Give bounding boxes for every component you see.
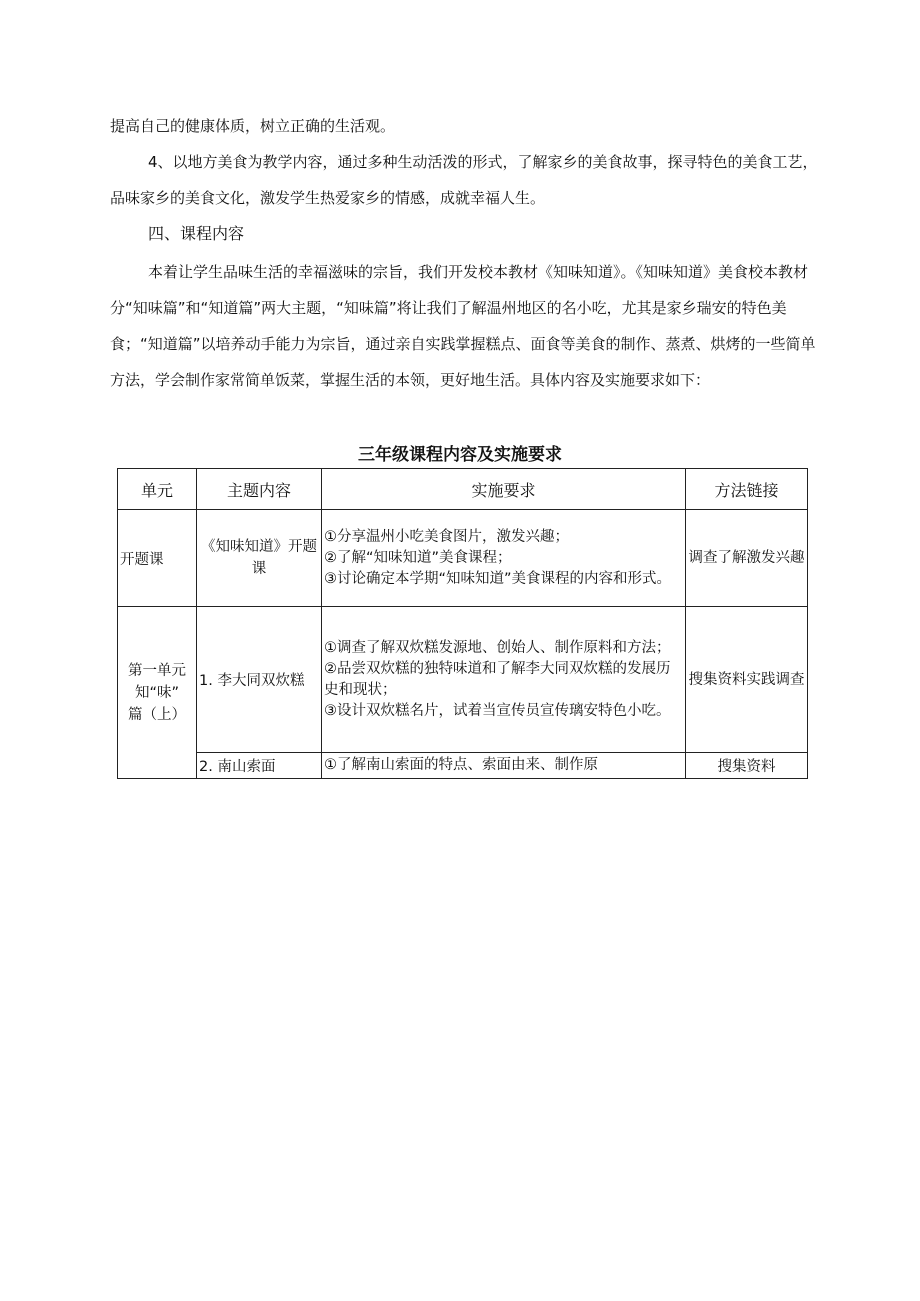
requirement-item: ①调查了解双炊糕发源地、创始人、制作原料和方法； [324, 639, 671, 656]
unit-line: 知“味” [134, 684, 180, 701]
table-row [118, 753, 808, 779]
table-row [118, 510, 808, 607]
table-header-row [118, 469, 808, 510]
paragraph-goal-4: 4、以地方美食为教学内容，通过多种生动活泼的形式，了解家乡的美食故事，探寻特色的美食工艺，品味家乡的美食文化，激发学生热爱家乡的情感，成就幸福人生。 [110, 153, 818, 207]
requirement-item: ②了解“知味知道”美食课程； [324, 549, 512, 566]
cell-topic: 《知味知道》开题课 [197, 510, 322, 607]
cell-method: 搜集资料实践调查 [686, 607, 808, 753]
cell-requirements [322, 607, 686, 753]
section-heading-course-content: 四、课程内容 [148, 224, 245, 243]
cell-topic: 1. 李大同双炊糕 [197, 607, 322, 753]
cell-requirements [322, 510, 686, 607]
unit-line: 第一单元 [128, 662, 186, 679]
unit-line: 篇（上） [128, 706, 186, 723]
cell-unit: 开题课 [118, 510, 197, 607]
cell-requirements: ①了解南山索面的特点、索面由来、制作原 [322, 753, 686, 779]
table-row [118, 607, 808, 753]
table-title: 三年级课程内容及实施要求 [358, 445, 562, 465]
header-unit: 单元 [118, 469, 197, 510]
cell-method: 调查了解激发兴趣 [686, 510, 808, 607]
course-table [117, 468, 808, 779]
requirement-item: ③讨论确定本学期“知味知道”美食课程的内容和形式。 [324, 570, 672, 587]
paragraph-health: 提高自己的健康体质，树立正确的生活观。 [110, 117, 396, 135]
paragraph-course-content: 本着让学生品味生活的幸福滋味的宗旨，我们开发校本教材《知味知道》。《知味知道》美食校本教材分“知味篇”和“知道篇”两大主题，“知味篇”将让我们了解温州地区的名小吃，尤其是家乡瑞安的特色美食；“知道篇”以培养动手能力为宗旨，通过亲自实践掌握糕点、面食等美食的制作、蒸煮、烘烤的一些简单方法，学会制作家常简单饭菜，掌握生活的本领，更好地生活。具体内容及实施要求如下： [110, 263, 816, 389]
cell-topic: 2. 南山索面 [197, 753, 322, 779]
requirement-item: ②品尝双炊糕的独特味道和了解李大同双炊糕的发展历史和现状； [324, 660, 671, 698]
header-topic: 主题内容 [197, 469, 322, 510]
requirement-item: ①分享温州小吃美食图片，激发兴趣； [324, 528, 569, 545]
header-method: 方法链接 [686, 469, 808, 510]
requirement-item: ③设计双炊糕名片，试着当宣传员宣传璃安特色小吃。 [324, 702, 671, 719]
header-requirements: 实施要求 [322, 469, 686, 510]
cell-unit [118, 607, 197, 779]
cell-method: 搜集资料 [686, 753, 808, 779]
